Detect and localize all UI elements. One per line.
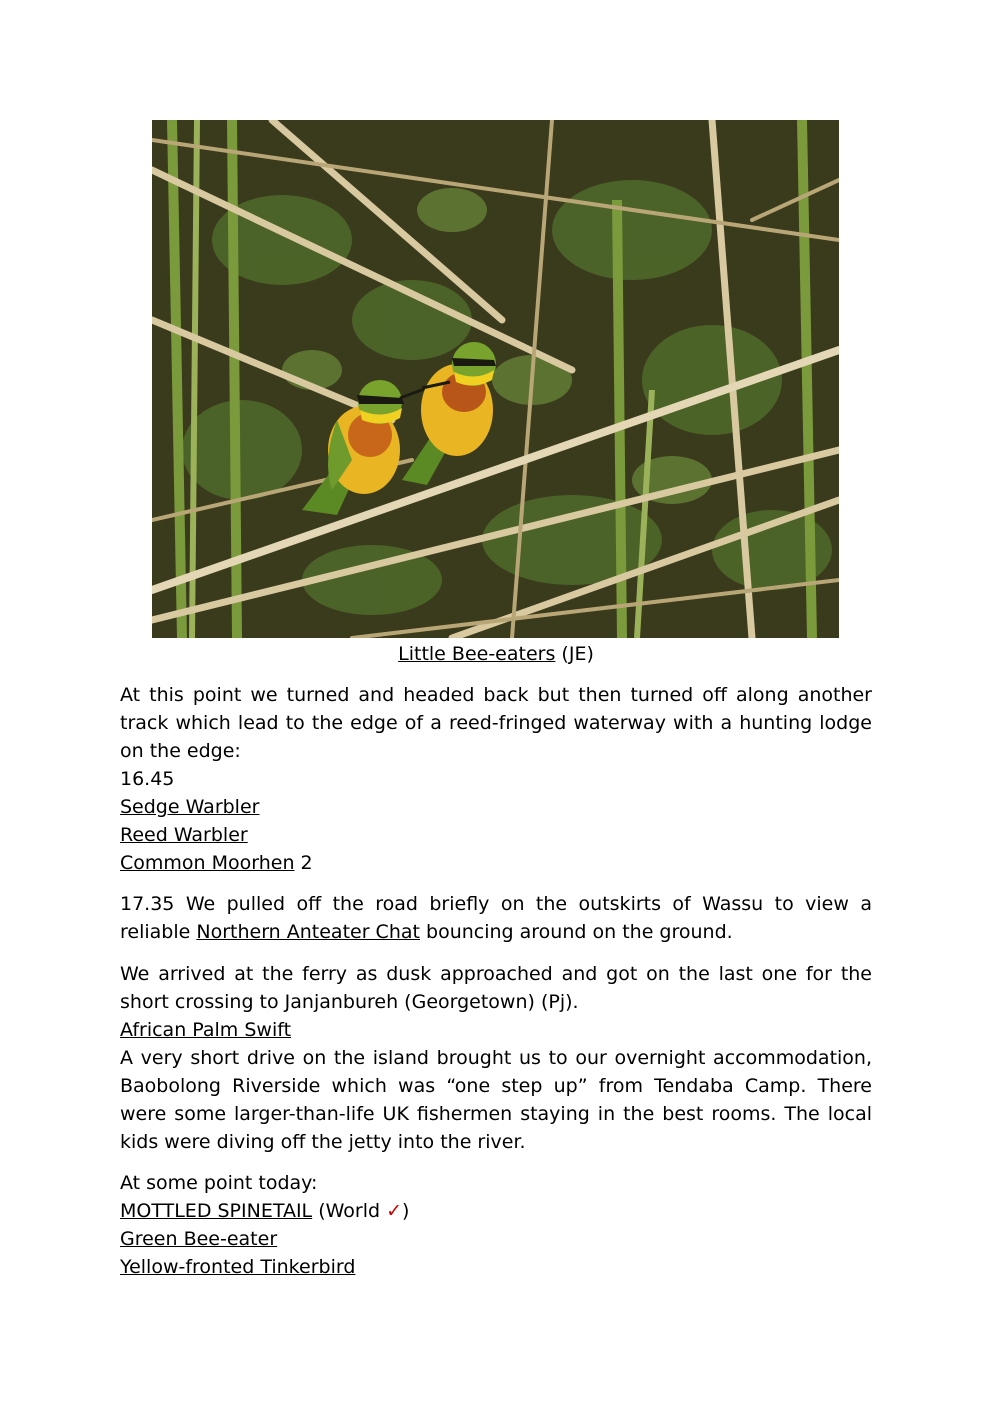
check-icon: ✓ <box>386 1200 403 1222</box>
section-wassu <box>120 890 872 946</box>
caption-species: Little Bee-eaters <box>398 643 556 665</box>
list-item <box>120 849 872 877</box>
species-name: African Palm Swift <box>120 1019 292 1041</box>
species-name: MOTTLED SPINETAIL <box>120 1200 313 1222</box>
section-today <box>120 1169 872 1281</box>
list-item <box>120 1253 872 1281</box>
today-intro: At some point today: <box>120 1172 318 1194</box>
caption-credit: (JE) <box>561 643 594 665</box>
species-count: 2 <box>294 852 313 874</box>
list-item <box>120 1016 872 1044</box>
paragraph-wassu: 17.35 We pulled off the road briefly on the outskirts of Wassu to view a reliable Northern Anteater Chat bouncing around on the ground. <box>120 893 872 943</box>
list-item <box>120 1225 872 1253</box>
species-name: Yellow-fronted Tinkerbird <box>120 1256 356 1278</box>
list-item <box>120 793 872 821</box>
paragraph-accommodation: A very short drive on the island brought us to our overnight accommodation, Baobolong Riverside which was “one step up” from Tendaba Camp. There were some larger-than-life UK fishermen staying in the best rooms. The local kids were diving off the jetty into the river. <box>120 1047 872 1153</box>
bee-eater-photo <box>152 120 839 638</box>
species-name: Reed Warbler <box>120 824 248 846</box>
species-name: Common Moorhen <box>120 852 295 874</box>
paragraph-ferry: We arrived at the ferry as dusk approached and got on the last one for the short crossing to Janjanbureh (Georgetown) (Pj). <box>120 963 872 1013</box>
paragraph-lodge: At this point we turned and headed back but then turned off along another track which lead to the edge of a reed-fringed waterway with a hunting lodge on the edge: <box>120 684 872 762</box>
time-1645: 16.45 <box>120 768 175 790</box>
photo-caption <box>0 641 992 667</box>
section-ferry <box>120 960 872 1156</box>
photo-illustration <box>152 120 839 638</box>
species-name: Green Bee-eater <box>120 1228 278 1250</box>
species-name: Northern Anteater Chat <box>196 921 420 943</box>
species-name: Sedge Warbler <box>120 796 260 818</box>
section-lodge <box>120 681 872 877</box>
list-item <box>120 821 872 849</box>
list-item: MOTTLED SPINETAIL (World ✓) <box>120 1200 410 1222</box>
